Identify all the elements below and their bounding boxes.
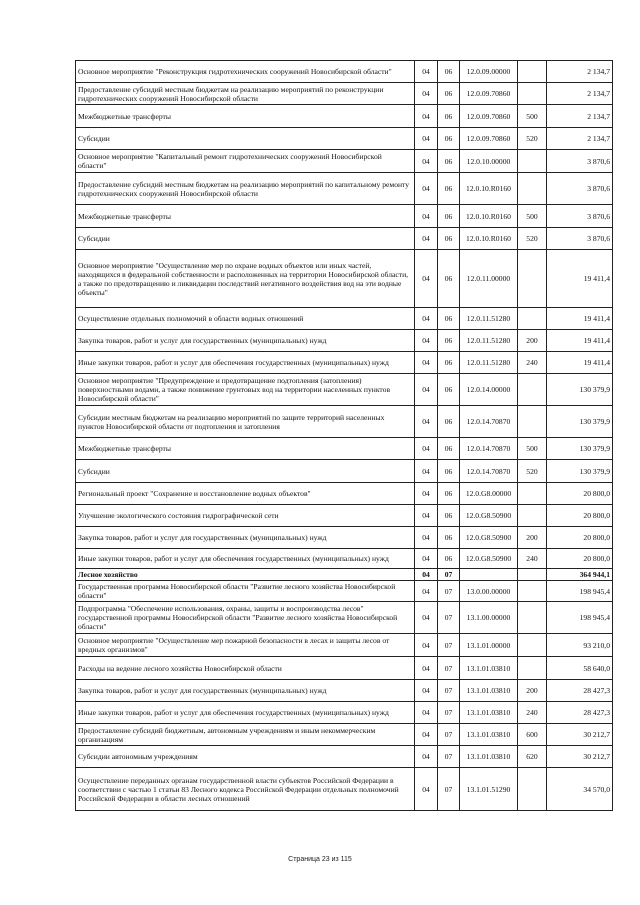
row-name: Иные закупки товаров, работ и услуг для обеспечения государственных (муниципальных) нужд — [76, 549, 415, 569]
row-amount: 2 134,7 — [547, 128, 613, 150]
row-subsection: 06 — [438, 173, 460, 205]
row-section: 04 — [415, 581, 438, 602]
table-row — [76, 406, 613, 438]
row-section: 04 — [415, 768, 438, 811]
row-subsection: 06 — [438, 83, 460, 105]
row-expense-type — [518, 173, 547, 205]
row-section: 04 — [415, 702, 438, 724]
row-subsection: 06 — [438, 330, 460, 352]
row-amount: 198 945,4 — [547, 581, 613, 602]
page-number: Страница 23 из 115 — [288, 856, 352, 863]
row-name: Межбюджетные трансферты — [76, 205, 415, 228]
row-amount: 28 427,3 — [547, 680, 613, 702]
row-target-code — [460, 569, 518, 581]
row-target-code: 13.1.01.03810 — [460, 657, 518, 680]
row-name: Субсидии — [76, 128, 415, 150]
row-target-code: 13.1.00.00000 — [460, 602, 518, 634]
table-row — [76, 308, 613, 330]
row-expense-type — [518, 483, 547, 505]
table-row — [76, 128, 613, 150]
row-subsection: 06 — [438, 105, 460, 128]
row-section: 04 — [415, 61, 438, 83]
row-section: 04 — [415, 330, 438, 352]
row-expense-type — [518, 602, 547, 634]
table-row — [76, 61, 613, 83]
row-expense-type — [518, 505, 547, 527]
row-target-code: 13.1.01.03810 — [460, 746, 518, 768]
table-row — [76, 680, 613, 702]
row-section: 04 — [415, 205, 438, 228]
row-expense-type: 600 — [518, 724, 547, 746]
row-name: Улучшение экологического состояния гидрографической сети — [76, 505, 415, 527]
row-section: 04 — [415, 173, 438, 205]
row-amount: 130 379,9 — [547, 460, 613, 483]
row-target-code: 12.0.11.51280 — [460, 352, 518, 374]
row-amount: 34 570,0 — [547, 768, 613, 811]
table-row — [76, 768, 613, 811]
row-section: 04 — [415, 406, 438, 438]
row-section: 04 — [415, 746, 438, 768]
table-row — [76, 657, 613, 680]
table-row — [76, 634, 613, 657]
table-row — [76, 205, 613, 228]
row-expense-type: 240 — [518, 549, 547, 569]
row-target-code: 12.0.11.00000 — [460, 250, 518, 308]
table-row — [76, 438, 613, 460]
table-row — [76, 330, 613, 352]
row-section: 04 — [415, 83, 438, 105]
row-section: 04 — [415, 527, 438, 549]
row-target-code: 13.1.01.00000 — [460, 634, 518, 657]
table-row — [76, 549, 613, 569]
row-section: 04 — [415, 483, 438, 505]
row-expense-type — [518, 634, 547, 657]
table-row — [76, 150, 613, 173]
row-target-code: 12.0.10.R0160 — [460, 205, 518, 228]
row-subsection: 06 — [438, 228, 460, 250]
row-subsection: 07 — [438, 657, 460, 680]
row-target-code: 12.0.14.00000 — [460, 374, 518, 406]
row-section: 04 — [415, 308, 438, 330]
row-amount: 198 945,4 — [547, 602, 613, 634]
row-section: 04 — [415, 374, 438, 406]
row-name: Осуществление переданных органам государственной власти субъектов Российской Федерации в соответствии с частью 1 статьи 83 Лесного кодекса Российской Федерации отдельных полномочий Российской Федерации в области лесных отношений — [76, 768, 415, 811]
row-name: Основное мероприятие "Осуществление мер пожарной безопасности в лесах и защиты лесов от вредных организмов" — [76, 634, 415, 657]
row-subsection: 06 — [438, 352, 460, 374]
row-name: Основное мероприятие "Предупреждение и предотвращение подтопления (затопления) поверхностными водами, а также понижение грунтовых вод на территории населенных пунктов Новосибирской области" — [76, 374, 415, 406]
row-amount: 3 870,6 — [547, 173, 613, 205]
row-amount: 19 411,4 — [547, 330, 613, 352]
row-target-code: 12.0.09.70860 — [460, 105, 518, 128]
row-expense-type: 500 — [518, 205, 547, 228]
row-expense-type — [518, 768, 547, 811]
budget-table-body — [76, 61, 613, 811]
row-expense-type — [518, 406, 547, 438]
row-section: 04 — [415, 657, 438, 680]
row-name: Основное мероприятие "Осуществление мер по охране водных объектов или иных частей, находящихся в федеральной собственности и расположенных на территории Новосибирской области, а также по предотвращению и ликвидации последствий негативного воздействия вод на эти водные объекты" — [76, 250, 415, 308]
table-row — [76, 746, 613, 768]
row-subsection: 06 — [438, 406, 460, 438]
row-amount: 58 640,0 — [547, 657, 613, 680]
row-amount: 130 379,9 — [547, 374, 613, 406]
row-subsection: 07 — [438, 702, 460, 724]
row-amount: 3 870,6 — [547, 205, 613, 228]
row-amount: 19 411,4 — [547, 308, 613, 330]
row-amount: 20 800,0 — [547, 549, 613, 569]
row-amount: 30 212,7 — [547, 746, 613, 768]
row-section: 04 — [415, 150, 438, 173]
row-amount: 2 134,7 — [547, 61, 613, 83]
row-target-code: 12.0.11.51280 — [460, 308, 518, 330]
table-row — [76, 228, 613, 250]
row-amount: 130 379,9 — [547, 406, 613, 438]
row-target-code: 13.1.01.51290 — [460, 768, 518, 811]
row-target-code: 12.0.10.R0160 — [460, 173, 518, 205]
row-amount: 19 411,4 — [547, 250, 613, 308]
row-name: Закупка товаров, работ и услуг для государственных (муниципальных) нужд — [76, 680, 415, 702]
row-name: Межбюджетные трансферты — [76, 438, 415, 460]
row-name: Предоставление субсидий местным бюджетам на реализацию мероприятий по реконструкции гидротехнических сооружений Новосибирской области — [76, 83, 415, 105]
row-subsection: 06 — [438, 438, 460, 460]
row-subsection: 06 — [438, 250, 460, 308]
row-amount: 19 411,4 — [547, 352, 613, 374]
row-name: Региональный проект "Сохранение и восстановление водных объектов" — [76, 483, 415, 505]
table-row — [76, 724, 613, 746]
row-expense-type — [518, 150, 547, 173]
row-section: 04 — [415, 460, 438, 483]
row-target-code: 12.0.09.70860 — [460, 83, 518, 105]
row-subsection: 06 — [438, 308, 460, 330]
row-subsection: 07 — [438, 768, 460, 811]
row-target-code: 13.0.00.00000 — [460, 581, 518, 602]
row-name: Иные закупки товаров, работ и услуг для обеспечения государственных (муниципальных) нужд — [76, 702, 415, 724]
row-section: 04 — [415, 250, 438, 308]
row-amount: 28 427,3 — [547, 702, 613, 724]
row-name: Закупка товаров, работ и услуг для государственных (муниципальных) нужд — [76, 527, 415, 549]
row-section: 04 — [415, 549, 438, 569]
row-expense-type: 520 — [518, 128, 547, 150]
row-amount: 130 379,9 — [547, 438, 613, 460]
row-amount: 20 800,0 — [547, 483, 613, 505]
row-expense-type — [518, 250, 547, 308]
row-subsection: 07 — [438, 634, 460, 657]
row-name: Расходы на ведение лесного хозяйства Новосибирской области — [76, 657, 415, 680]
table-row — [76, 352, 613, 374]
row-name: Закупка товаров, работ и услуг для государственных (муниципальных) нужд — [76, 330, 415, 352]
row-amount: 2 134,7 — [547, 83, 613, 105]
row-target-code: 12.0.G8.00000 — [460, 483, 518, 505]
row-name: Предоставление субсидий местным бюджетам на реализацию мероприятий по капитальному ремонту гидротехнических сооружений Новосибирской области — [76, 173, 415, 205]
row-subsection: 06 — [438, 505, 460, 527]
row-amount: 30 212,7 — [547, 724, 613, 746]
row-expense-type: 500 — [518, 438, 547, 460]
table-row — [76, 581, 613, 602]
row-name: Основное мероприятие "Реконструкция гидротехнических сооружений Новосибирской области" — [76, 61, 415, 83]
row-expense-type: 500 — [518, 105, 547, 128]
table-row — [76, 602, 613, 634]
row-section: 04 — [415, 105, 438, 128]
row-target-code: 12.0.14.70870 — [460, 460, 518, 483]
row-name: Иные закупки товаров, работ и услуг для обеспечения государственных (муниципальных) нужд — [76, 352, 415, 374]
row-section: 04 — [415, 352, 438, 374]
row-expense-type — [518, 308, 547, 330]
table-row — [76, 83, 613, 105]
row-name: Лесное хозяйство — [76, 569, 415, 581]
row-amount: 3 870,6 — [547, 228, 613, 250]
row-name: Предоставление субсидий бюджетным, автономным учреждениям и иным некоммерческим организациям — [76, 724, 415, 746]
row-amount: 20 800,0 — [547, 527, 613, 549]
row-amount: 2 134,7 — [547, 105, 613, 128]
row-name: Субсидии местным бюджетам на реализацию мероприятий по защите территорий населенных пунктов Новосибирской области от подтопления и затопления — [76, 406, 415, 438]
row-name: Основное мероприятие "Капитальный ремонт гидротехнических сооружений Новосибирской области" — [76, 150, 415, 173]
row-section: 04 — [415, 634, 438, 657]
row-expense-type — [518, 657, 547, 680]
row-subsection: 06 — [438, 150, 460, 173]
row-amount: 93 210,0 — [547, 634, 613, 657]
row-section: 04 — [415, 228, 438, 250]
row-section: 04 — [415, 505, 438, 527]
row-subsection: 07 — [438, 746, 460, 768]
row-expense-type — [518, 569, 547, 581]
table-row — [76, 527, 613, 549]
row-section: 04 — [415, 569, 438, 581]
row-subsection: 06 — [438, 549, 460, 569]
row-section: 04 — [415, 602, 438, 634]
row-expense-type: 620 — [518, 746, 547, 768]
row-subsection: 06 — [438, 374, 460, 406]
row-target-code: 12.0.09.00000 — [460, 61, 518, 83]
row-subsection: 06 — [438, 205, 460, 228]
row-target-code: 13.1.01.03810 — [460, 680, 518, 702]
table-row — [76, 105, 613, 128]
row-subsection: 07 — [438, 602, 460, 634]
row-amount: 3 870,6 — [547, 150, 613, 173]
budget-table — [75, 60, 613, 811]
row-section: 04 — [415, 680, 438, 702]
row-subsection: 06 — [438, 460, 460, 483]
table-row — [76, 250, 613, 308]
table-row — [76, 569, 613, 581]
row-name: Субсидии автономным учреждениям — [76, 746, 415, 768]
row-target-code: 13.1.01.03810 — [460, 702, 518, 724]
row-target-code: 12.0.14.70870 — [460, 438, 518, 460]
row-expense-type — [518, 61, 547, 83]
row-expense-type: 200 — [518, 330, 547, 352]
row-expense-type: 240 — [518, 352, 547, 374]
table-row — [76, 702, 613, 724]
row-target-code: 12.0.G8.50900 — [460, 527, 518, 549]
row-subsection: 06 — [438, 483, 460, 505]
row-section: 04 — [415, 128, 438, 150]
row-amount: 20 800,0 — [547, 505, 613, 527]
table-row — [76, 483, 613, 505]
row-target-code: 13.1.01.03810 — [460, 724, 518, 746]
row-subsection: 06 — [438, 527, 460, 549]
row-expense-type — [518, 374, 547, 406]
row-subsection: 07 — [438, 569, 460, 581]
row-subsection: 07 — [438, 724, 460, 746]
row-target-code: 12.0.G8.50900 — [460, 549, 518, 569]
row-target-code: 12.0.10.00000 — [460, 150, 518, 173]
table-row — [76, 173, 613, 205]
row-target-code: 12.0.09.70860 — [460, 128, 518, 150]
budget-table-page — [75, 60, 612, 811]
table-row — [76, 460, 613, 483]
row-amount: 364 944,1 — [547, 569, 613, 581]
row-target-code: 12.0.11.51280 — [460, 330, 518, 352]
row-expense-type: 200 — [518, 527, 547, 549]
row-section: 04 — [415, 438, 438, 460]
row-section: 04 — [415, 724, 438, 746]
row-subsection: 06 — [438, 61, 460, 83]
row-expense-type: 520 — [518, 460, 547, 483]
table-row — [76, 505, 613, 527]
row-expense-type — [518, 581, 547, 602]
row-subsection: 07 — [438, 680, 460, 702]
row-name: Государственная программа Новосибирской области "Развитие лесного хозяйства Новосибирской области" — [76, 581, 415, 602]
table-row — [76, 374, 613, 406]
row-subsection: 06 — [438, 128, 460, 150]
row-expense-type: 520 — [518, 228, 547, 250]
row-name: Субсидии — [76, 460, 415, 483]
row-expense-type — [518, 83, 547, 105]
row-subsection: 07 — [438, 581, 460, 602]
row-name: Подпрограмма "Обеспечение использования, охраны, защиты и воспроизводства лесов" государственной программы Новосибирской области "Развитие лесного хозяйства Новосибирской области" — [76, 602, 415, 634]
row-name: Межбюджетные трансферты — [76, 105, 415, 128]
row-name: Осуществление отдельных полномочий в области водных отношений — [76, 308, 415, 330]
row-expense-type: 240 — [518, 702, 547, 724]
row-target-code: 12.0.10.R0160 — [460, 228, 518, 250]
row-name: Субсидии — [76, 228, 415, 250]
row-target-code: 12.0.14.70870 — [460, 406, 518, 438]
row-target-code: 12.0.G8.50900 — [460, 505, 518, 527]
row-expense-type: 200 — [518, 680, 547, 702]
